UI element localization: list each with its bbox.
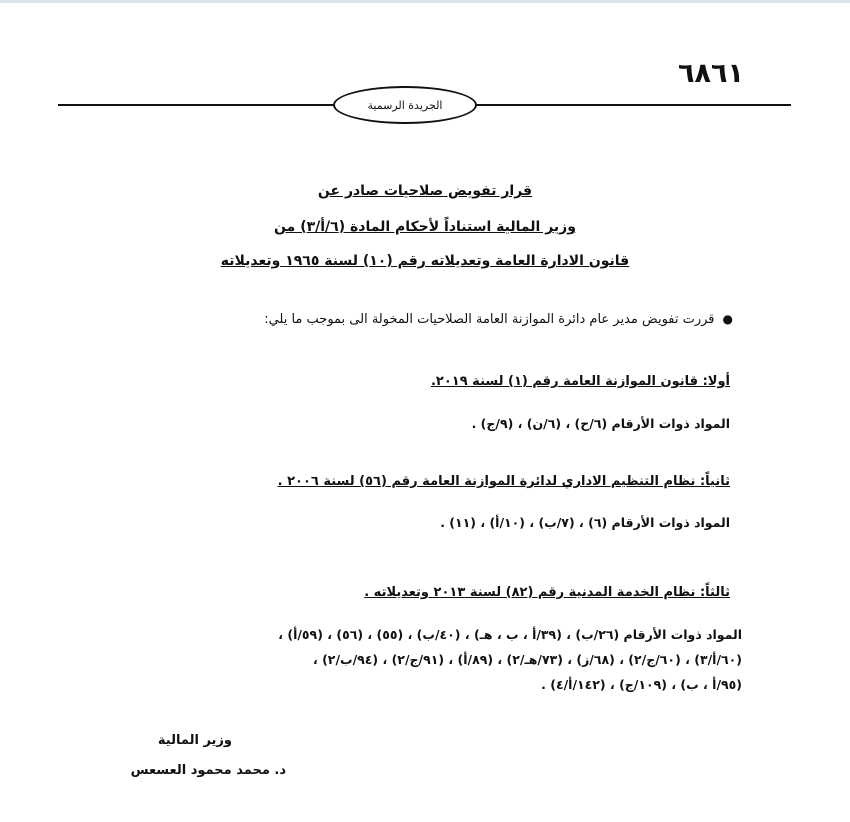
- signatory-title: وزير المالية: [157, 733, 232, 748]
- decision-title-line-3: قانون الادارة العامة وتعديلاته رقم (١٠) لسنة ١٩٦٥ وتعديلاته: [220, 253, 630, 269]
- section-body-third-line: (٦٠/أ/٣) ، (٦٠/ج/٢) ، (٦٨/ز) ، (٧٣/هـ/٢) ، (٨٩/أ) ، (٩١/ج/٢) ، (٩٤/ب/٢) ،: [312, 652, 742, 667]
- section-body-second: المواد ذوات الأرقام (٦) ، (٧/ب) ، (١٠/أ) ، (١١) .: [440, 515, 730, 530]
- section-heading-third: ثالثاً: نظام الخدمة المدنية رقم (٨٢) لسنة ٢٠١٣ وتعديلاته .: [364, 585, 730, 600]
- section-body-third: [62, 622, 742, 697]
- section-heading-first: أولا: قانون الموازنة العامة رقم (١) لسنة ٢٠١٩.: [430, 374, 730, 389]
- bullet-icon: ●: [722, 312, 733, 326]
- section-body-third-line: المواد ذوات الأرقام (٢٦/ب) ، (٣٩/أ ، ب ، هـ) ، (٤٠/ب) ، (٥٥) ، (٥٦) ، (٥٩/أ) ،: [278, 627, 742, 642]
- section-body-first: المواد ذوات الأرقام (٦/ح) ، (٦/ن) ، (٩/ج) .: [471, 416, 730, 431]
- section-heading-second: ثانياً: نظام التنظيم الاداري لدائرة الموازنة العامة رقم (٥٦) لسنة ٢٠٠٦ .: [277, 474, 730, 489]
- intro-paragraph: [93, 312, 733, 327]
- signatory-name: د. محمد محمود العسعس: [130, 763, 286, 778]
- gazette-name: الجريدة الرسمية: [367, 98, 443, 112]
- decision-title-line-2: وزير المالية استناداً لأحكام المادة (٦/أ/٣) من: [274, 219, 576, 235]
- intro-text: قررت تفويض مدير عام دائرة الموازنة العامة الصلاحيات المخولة الى بموجب ما يلي:: [264, 312, 715, 327]
- page-number: ٦٨٦١: [678, 58, 744, 89]
- section-body-third-line: (٩٥/أ ، ب) ، (١٠٩/ج) ، (١٤٢/أ/٤) .: [541, 677, 742, 692]
- decision-title-line-1: قرار تفويض صلاحيات صادر عن: [317, 183, 533, 199]
- gazette-emblem: [333, 86, 477, 124]
